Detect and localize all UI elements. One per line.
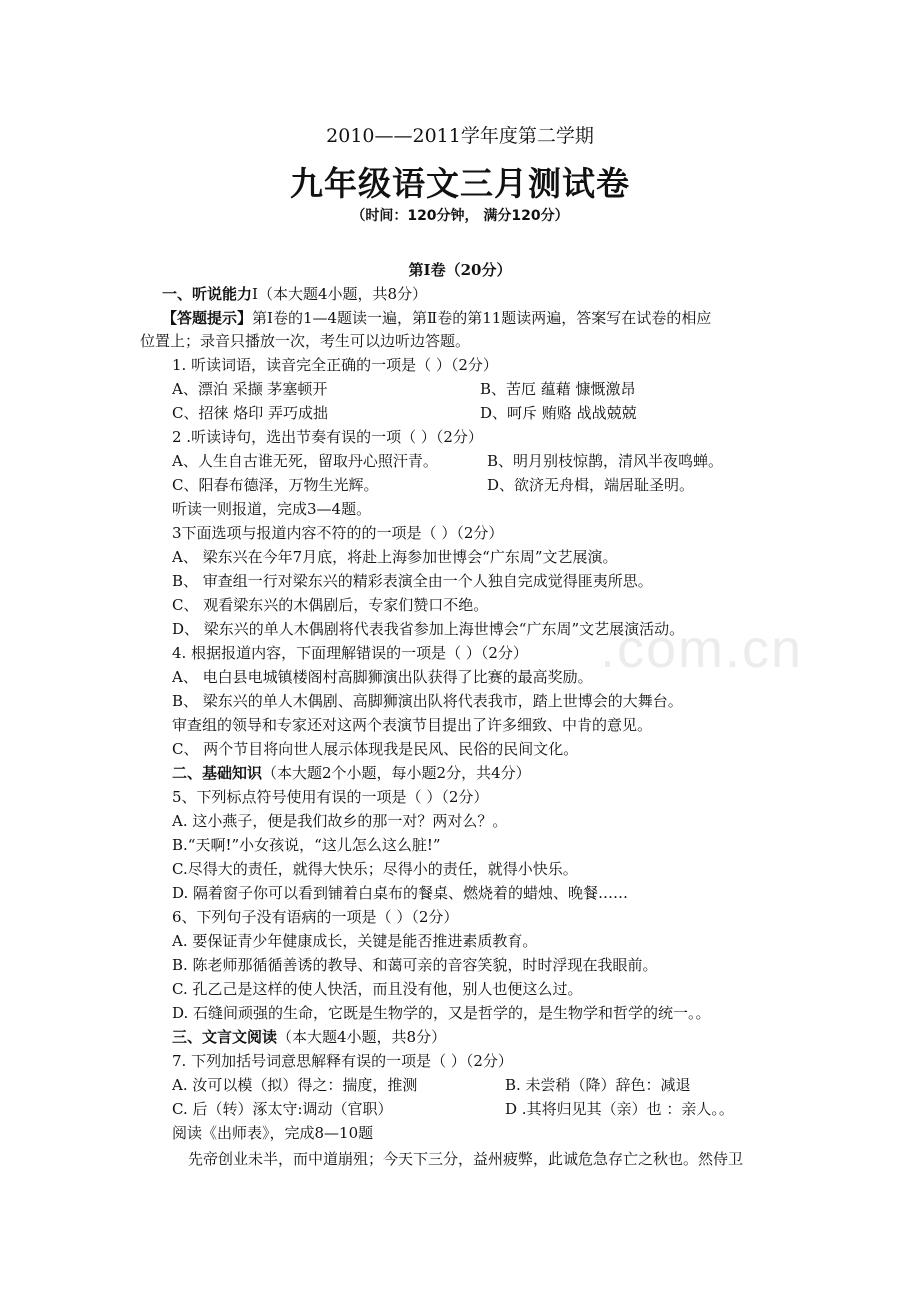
q2-option-b: B、明月别枝惊鹊，清风半夜鸣蝉。	[487, 452, 724, 470]
answer-tip-label: 【答题提示】	[162, 309, 253, 327]
q4-option-a: A、 电白县电城镇楼阁村高脚狮演出队获得了比赛的最高奖励。	[172, 668, 593, 686]
volume-heading: 第Ⅰ卷（20分）	[408, 261, 512, 279]
answer-tip-cont: 位置上；录音只播放一次，考生可以边听边答题。	[140, 332, 471, 350]
section-3-heading	[172, 1027, 446, 1047]
q4-option-b: B、 梁东兴的单人木偶剧、高脚狮演出队将代表我市，踏上世博会的大舞台。	[172, 692, 683, 710]
question-2: 2 .听读诗句，选出节奏有误的一项（ ）（2分）	[172, 428, 483, 446]
q5-option-b: B.“天啊!”小女孩说，“这儿怎么这么脏!”	[172, 836, 441, 854]
q7-option-c: C. 后（转）涿太守:调动（官职）	[172, 1100, 393, 1118]
section-2-title: 二、基础知识	[172, 764, 263, 782]
report-intro: 听读一则报道，完成3—4题。	[172, 500, 372, 518]
q5-option-a: A. 这小燕子，便是我们故乡的那一对？两对么？。	[172, 812, 508, 830]
question-1: 1. 听读词语，读音完全正确的一项是（ ）（2分）	[172, 356, 498, 374]
section-2-info: （本大题2个小题，每小题2分，共4分）	[262, 764, 531, 782]
question-4: 4. 根据报道内容，下面理解错误的一项是（ ）（2分）	[172, 644, 528, 662]
q1-option-a: A、漂泊 采撷 茅塞顿开	[172, 380, 328, 398]
q4-option-c: C、 两个节目将向世人展示体现我是民风、民俗的民间文化。	[172, 740, 579, 758]
q7-option-d: D .其将归见其（亲）也 ：亲人。。	[505, 1100, 734, 1118]
section-2-heading	[172, 763, 531, 783]
q5-option-d: D. 隔着窗子你可以看到铺着白桌布的餐桌、燃烧着的蜡烛、晚餐……	[172, 884, 629, 902]
q4-extra-line: 审查组的领导和专家还对这两个表演节目提出了许多细致、中肯的意见。	[172, 716, 653, 734]
q3-option-d: D、 梁东兴的单人木偶剧将代表我省参加上海世博会“广东周”文艺展演活动。	[172, 620, 685, 638]
q7-option-b: B. 未尝稍（降）辞色：减退	[505, 1076, 691, 1094]
q7-option-a: A. 汝可以模（拟）得之：揣度，推测	[172, 1076, 418, 1094]
section-1-heading	[162, 284, 427, 304]
answer-tip-text: 第Ⅰ卷的1—4题读一遍，第Ⅱ卷的第11题读两遍，答案写在试卷的相应	[252, 309, 712, 327]
q3-option-a: A、 梁东兴在今年7月底，将赴上海参加世博会“广东周”文艺展演。	[172, 548, 618, 566]
section-3-title: 三、文言文阅读	[172, 1028, 278, 1046]
q2-option-d: D、欲济无舟楫，端居耻圣明。	[487, 476, 695, 494]
watermark: .com.cn	[600, 619, 804, 679]
q3-option-c: C、 观看梁东兴的木偶剧后，专家们赞口不绝。	[172, 596, 489, 614]
section-1-title: 一、听说能力	[162, 285, 253, 303]
section-3-info: （本大题4小题，共8分）	[277, 1028, 447, 1046]
q1-option-d: D、呵斥 贿赂 战战兢兢	[480, 404, 637, 422]
q3-option-b: B、 审查组一行对梁东兴的精彩表演全由一个人独自完成觉得匪夷所思。	[172, 572, 653, 590]
reading-intro: 阅读《出师表》，完成8—10题	[172, 1124, 374, 1142]
question-3: 3下面选项与报道内容不符的的一项是（ ）（2分）	[172, 524, 504, 542]
question-5: 5、下列标点符号使用有误的一项是（ ）（2分）	[172, 788, 489, 806]
q6-option-c: C. 孔乙己是这样的使人快活，而且没有他，别人也便这么过。	[172, 980, 583, 998]
q2-option-c: C、阳春布德泽，万物生光辉。	[172, 476, 379, 494]
q6-option-a: A. 要保证青少年健康成长，关键是能否推进素质教育。	[172, 932, 538, 950]
section-1-info: Ⅰ（本大题4小题，共8分）	[252, 285, 428, 303]
q6-option-b: B. 陈老师那循循善诱的教导、和蔼可亲的音容笑貌，时时浮现在我眼前。	[172, 956, 658, 974]
question-7: 7. 下列加括号词意思解释有误的一项是（ ）（2分）	[172, 1052, 513, 1070]
q5-option-c: C.尽得大的责任，就得大快乐；尽得小的责任，就得小快乐。	[172, 860, 578, 878]
answer-tip	[162, 308, 711, 328]
q1-option-c: C、招徕 烙印 弄巧成拙	[172, 404, 329, 422]
exam-subtitle: （时间：120分钟， 满分120分）	[351, 208, 569, 224]
question-6: 6、下列句子没有语病的一项是（ ）（2分）	[172, 908, 459, 926]
passage-text: 先帝创业未半，而中道崩殂；今天下三分，益州疲弊，此诚危急存亡之秋也。然侍卫	[188, 1150, 744, 1168]
school-year: 2010——2011学年度第二学期	[326, 125, 594, 147]
q1-option-b: B、苦厄 蕴藉 慷慨激昂	[480, 380, 636, 398]
q2-option-a: A、人生自古谁无死，留取丹心照汗青。	[172, 452, 438, 470]
q6-option-d: D. 石缝间顽强的生命，它既是生物学的，又是哲学的，是生物学和哲学的统一。。	[172, 1004, 711, 1022]
page-title: 九年级语文三月测试卷	[290, 164, 630, 203]
